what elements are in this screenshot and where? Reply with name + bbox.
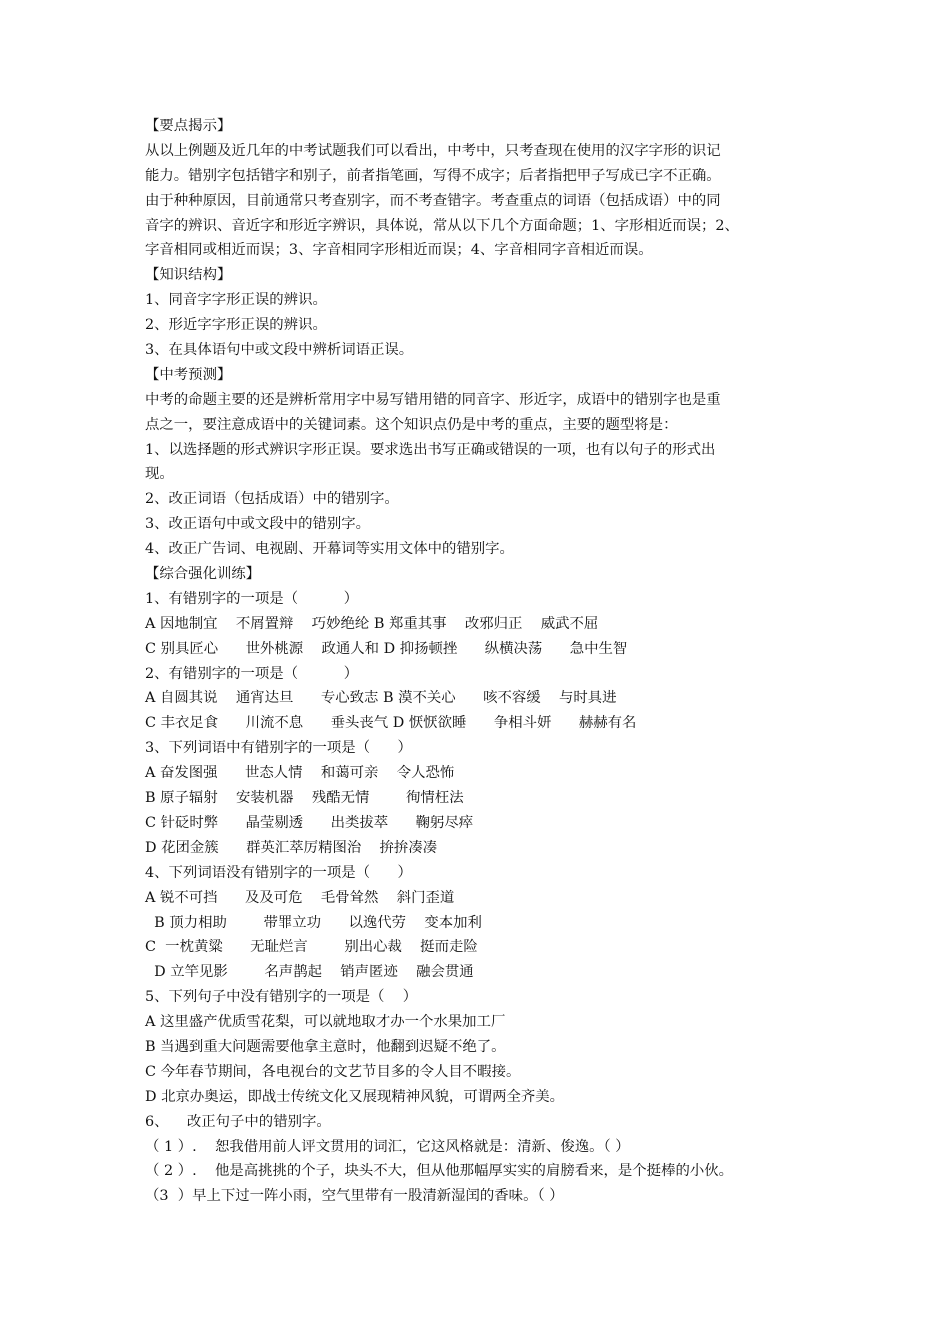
text-line: 3、在具体语句中或文段中辨析词语正误。 <box>145 342 414 359</box>
text-line: 3、改正语句中或文段中的错别字。 <box>145 516 371 533</box>
text-line: B 当遇到重大问题需要他拿主意时，他翻到迟疑不绝了。 <box>145 1038 506 1055</box>
document-body <box>145 114 825 1209</box>
text-line: 【知识结构】 <box>145 267 232 284</box>
text-line: 1、同音字字形正误的辨识。 <box>145 292 327 309</box>
text-line: A 锐不可挡 及及可危 毛骨耸然 斜门歪道 <box>145 889 455 906</box>
text-line: 4、改正广告词、电视剧、开幕词等实用文体中的错别字。 <box>145 541 514 558</box>
text-line: 3、下列词语中有错别字的一项是（ ） <box>145 740 412 757</box>
text-line: C 针砭时弊 晶莹剔透 出类拔萃 鞠躬尽瘁 <box>145 814 474 831</box>
text-line: A 奋发图强 世态人情 和蔼可亲 令人恐怖 <box>145 765 455 782</box>
text-line: 【要点揭示】 <box>145 118 232 134</box>
text-line: D 花团金簇 群英汇萃厉精图治 拚拚凑凑 <box>145 839 438 856</box>
text-line: 音字的辨识、音近字和形近字辨识，具体说，常从以下几个方面命题；1、字形相近而误；2、 <box>145 217 739 234</box>
text-line: 能力。错别字包括错字和别子，前者指笔画，写得不成字；后者指把甲子写成已字不正确。 <box>145 167 721 184</box>
text-line: 中考的命题主要的还是辨析常用字中易写错用错的同音字、形近字，成语中的错别字也是重 <box>145 391 721 408</box>
text-line: C 别具匠心 世外桃源 政通人和 D 抑扬顿挫 纵横决荡 急中生智 <box>145 640 628 657</box>
text-line: （ 2 ）. 他是高挑挑的个子，块头不大，但从他那幅厚实实的肩膀看来，是个挺棒的小伙。 <box>145 1163 734 1180</box>
text-line: 6、 改正句子中的错别字。 <box>145 1113 331 1130</box>
text-line: 从以上例题及近几年的中考试题我们可以看出，中考中，只考查现在使用的汉字字形的识记 <box>145 142 721 159</box>
text-line: A 自圆其说 通宵达旦 专心致志 B 漠不关心 咳不容缓 与时具进 <box>145 690 617 707</box>
text-line: A 这里盛产优质雪花梨，可以就地取才办一个水果加工厂 <box>145 1014 506 1031</box>
text-line: 1、以选择题的形式辨识字形正误。要求选出书写正确或错误的一项，也有以句子的形式出 <box>145 441 716 458</box>
text-line: 2、改正词语（包括成语）中的错别字。 <box>145 491 399 508</box>
text-line: 由于种种原因，目前通常只考查别字，而不考查错字。考查重点的词语（包括成语）中的同 <box>145 192 721 209</box>
text-line: 【综合强化训练】 <box>145 566 261 583</box>
text-line: B 顶力相助 带罪立功 以逸代劳 变本加利 <box>145 914 482 931</box>
text-line: 5、下列句子中没有错别字的一项是（ ） <box>145 989 418 1006</box>
text-line: D 立竿见影 名声鹊起 销声匿迹 融会贯通 <box>145 964 474 981</box>
text-line: （3 ）早上下过一阵小雨，空气里带有一股清新湿闰的香味。（ ） <box>145 1188 564 1205</box>
text-line: 现。 <box>145 466 174 483</box>
text-line: 字音相同或相近而误；3、字音相同字形相近而误；4、字音相同字音相近而误。 <box>145 242 653 259</box>
text-line: D 北京办奥运，即战士传统文化又展现精神风貌，可谓两全齐美。 <box>145 1088 565 1105</box>
text-line: 4、下列词语没有错别字的一项是（ ） <box>145 864 412 881</box>
text-line: （ 1 ）. 恕我借用前人评文贯用的词汇，它这风格就是：清新、俊逸。（ ） <box>145 1138 630 1155</box>
text-line: 2、形近字字形正误的辨识。 <box>145 317 327 334</box>
text-line: C 一枕黄粱 无耻烂言 别出心裁 挺而走险 <box>145 939 478 956</box>
text-line: 1、有错别字的一项是（ ） <box>145 590 359 607</box>
text-line: C 今年春节期间，各电视台的文艺节目多的令人目不暇接。 <box>145 1063 521 1080</box>
text-line: B 原子辐射 安装机器 残酷无情 徇情枉法 <box>145 790 464 807</box>
text-line: 【中考预测】 <box>145 366 232 383</box>
text-line: C 丰衣足食 川流不息 垂头丧气 D 恹恹欲睡 争相斗妍 赫赫有名 <box>145 715 637 732</box>
text-line: 2、有错别字的一项是（ ） <box>145 665 359 682</box>
text-line: 点之一，要注意成语中的关键词素。这个知识点仍是中考的重点，主要的题型将是： <box>145 416 678 433</box>
text-line: A 因地制宜 不屑置辩 巧妙绝纶 B 郑重其事 改邪归正 威武不屈 <box>145 615 599 632</box>
